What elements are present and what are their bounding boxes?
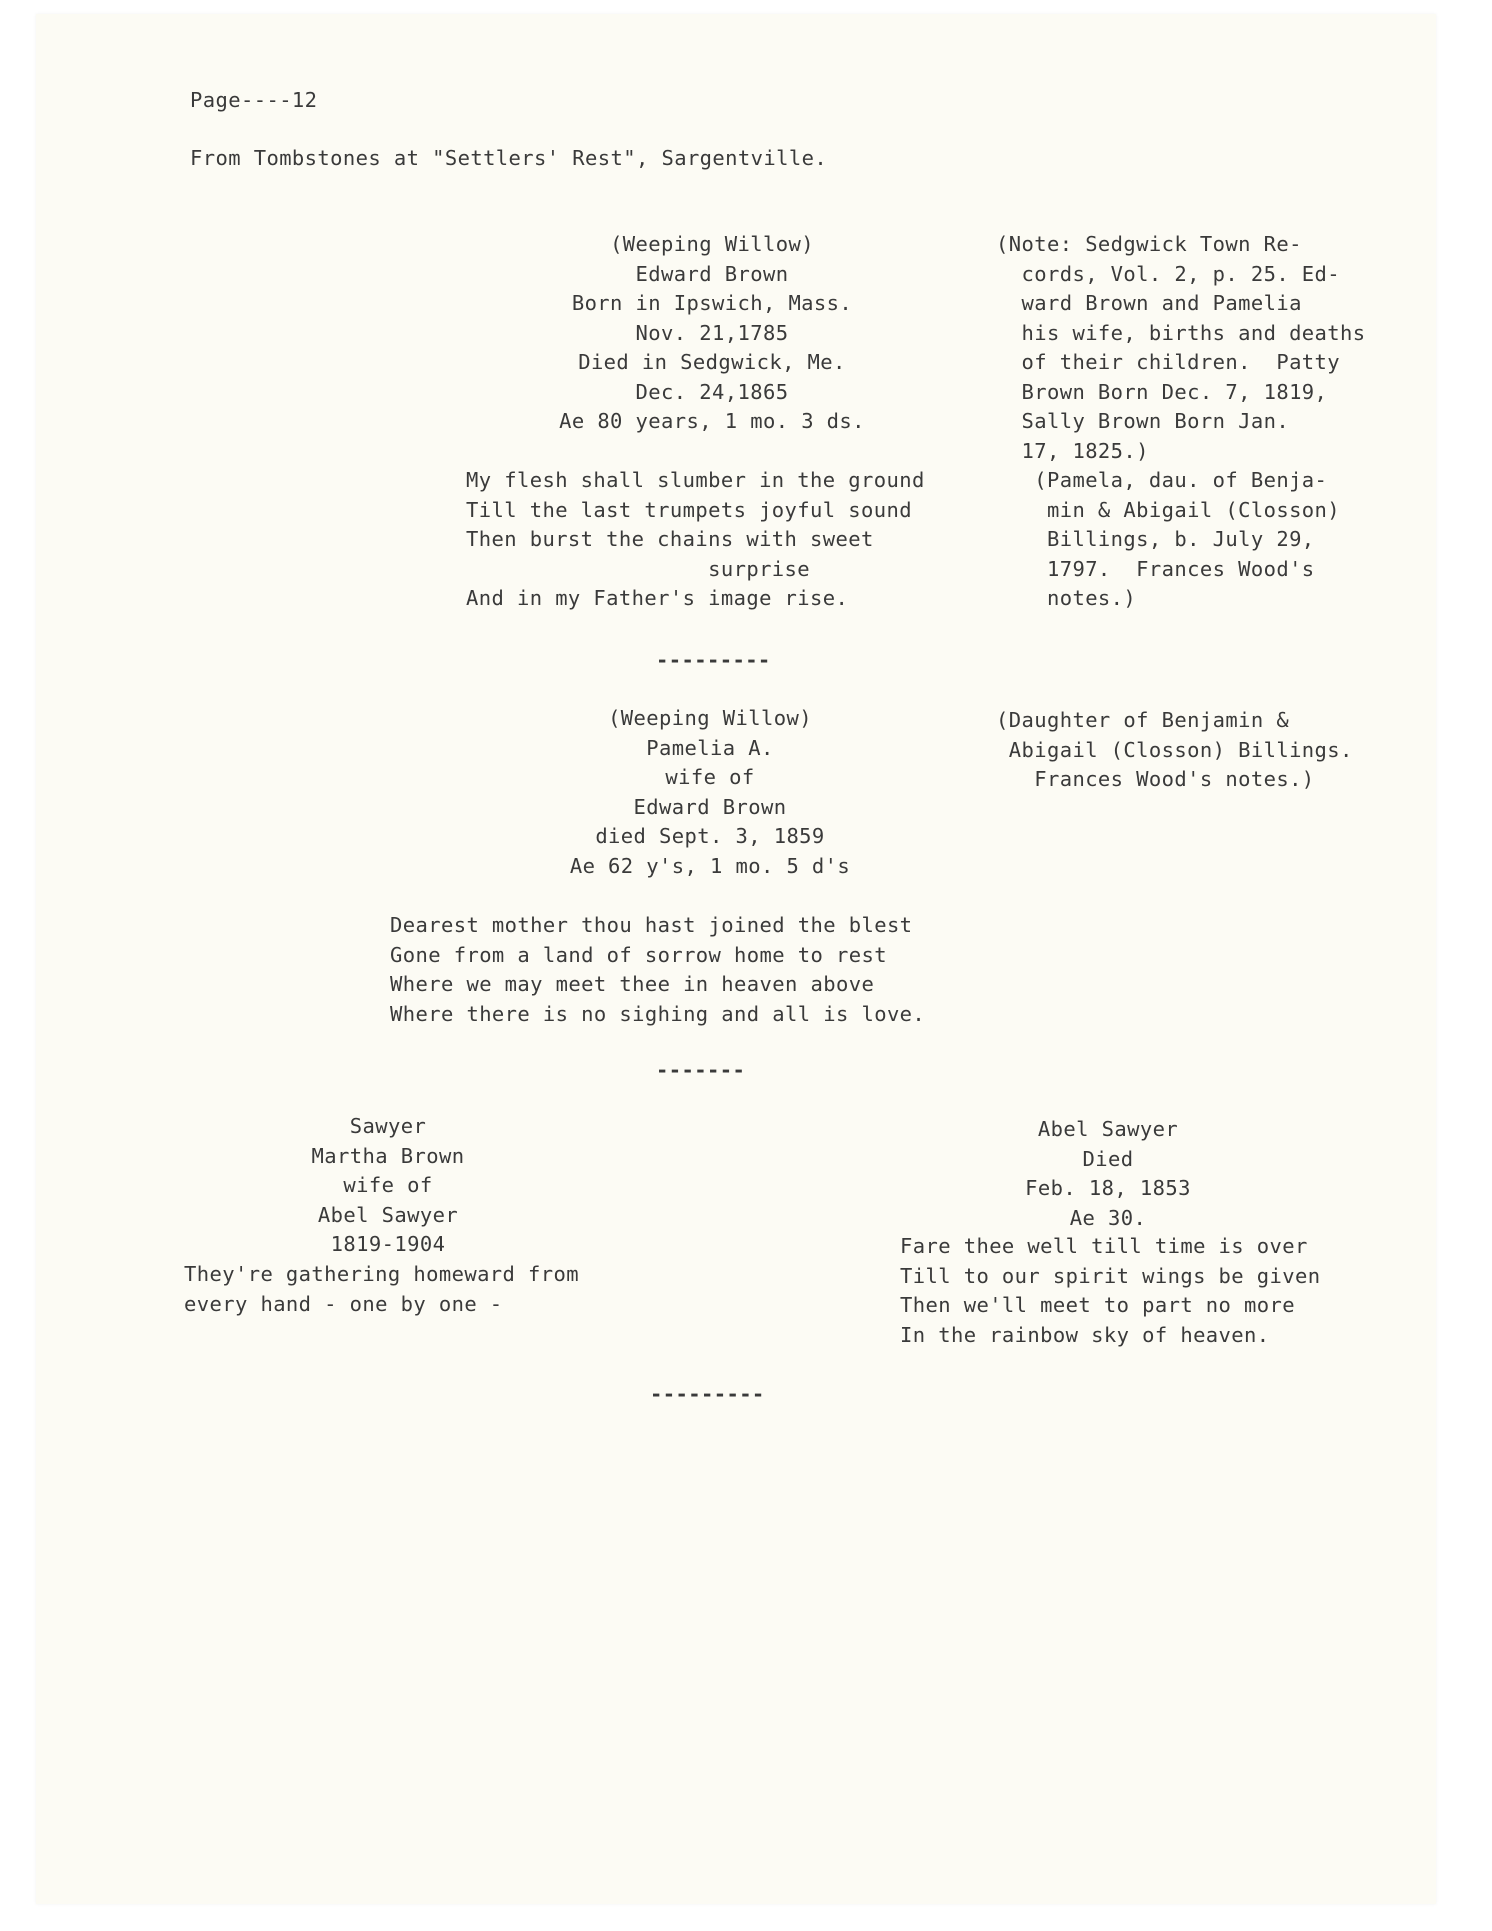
stone-line: died Sept. 3, 1859 [595,824,825,848]
note-line: Brown Born Dec. 7, 1819, [996,379,1328,404]
note-line: Billings, b. July 29, [996,527,1315,551]
stone-line: Ae 80 years, 1 mo. 3 ds. [559,409,865,433]
pamelia-note [996,706,1416,795]
verse-line: My flesh shall slumber in the ground [466,468,925,492]
stone-line: Died in Sedgwick, Me. [578,350,846,374]
separator-1: --------- [656,648,771,672]
stone-line: (Weeping Willow) [608,706,812,730]
note-line: (Daughter of Benjamin & [996,708,1290,732]
martha-sawyer-verse [184,1260,704,1319]
stone-line: Born in Ipswich, Mass. [571,291,853,315]
page-number: Page----12 [190,88,318,112]
stone-line: Sawyer [349,1114,427,1138]
stone-line: Feb. 18, 1853 [1025,1176,1191,1200]
verse-line: Then we'll meet to part no more [900,1293,1296,1317]
note-line: 1797. Frances Wood's [996,556,1315,581]
verse-line: Then burst the chains with sweet [466,527,874,551]
verse-line: Where there is no sighing and all is love. [390,1001,926,1026]
stone-line: Dec. 24,1865 [635,379,789,404]
note-line: min & Abigail (Closson) [996,497,1341,522]
stone-line: Abel Sawyer [317,1202,459,1227]
stone-line: Pamelia A. [646,735,774,760]
edward-brown-note [996,230,1416,614]
note-line: (Pamela, dau. of Benja- [996,468,1328,492]
note-line: Abigail (Closson) Billings. [996,737,1353,762]
page-subtitle: From Tombstones at "Settlers' Rest", Sargentville. [190,146,828,170]
note-line: Frances Wood's notes.) [996,767,1315,791]
note-line: ward Brown and Pamelia [996,291,1302,315]
stone-line: Abel Sawyer [1037,1117,1179,1141]
stone-line: Died [1082,1146,1134,1171]
separator-3: --------- [650,1382,765,1406]
verse-line: Fare thee well till time is over [900,1234,1308,1258]
note-line: cords, Vol. 2, p. 25. Ed- [996,261,1341,286]
note-line: notes.) [996,586,1137,610]
abel-sawyer-verse [900,1232,1440,1350]
pamelia-stone [500,704,920,881]
stone-line: Edward Brown [635,261,789,286]
edward-brown-stone [520,230,904,437]
verse-line: every hand - one by one - [184,1291,503,1316]
stone-line: Ae 62 y's, 1 mo. 5 d's [569,853,851,878]
note-line: of their children. Patty [996,350,1341,374]
verse-line: Till to our spirit wings be given [900,1263,1321,1288]
verse-line: They're gathering homeward from [184,1262,580,1286]
martha-sawyer-stone [258,1112,518,1260]
stone-line: wife of [343,1173,433,1197]
separator-2: ------- [656,1058,746,1082]
stone-line: Edward Brown [633,794,787,819]
stone-line: wife of [665,765,755,789]
verse-line: Till the last trumpets joyful sound [466,497,912,522]
pamelia-verse [390,911,1010,1029]
note-line: (Note: Sedgwick Town Re- [996,232,1302,256]
stone-line: Ae 30. [1069,1205,1147,1230]
verse-line: In the rainbow sky of heaven. [900,1322,1270,1347]
stone-line: 1819-1904 [330,1232,446,1256]
stone-line: Nov. 21,1785 [635,320,789,345]
note-line: his wife, births and deaths [996,320,1366,345]
verse-line: And in my Father's image rise. [466,586,849,610]
verse-line: Dearest mother thou hast joined the blest [390,913,913,937]
stone-line: Martha Brown [311,1143,465,1168]
abel-sawyer-stone [978,1115,1238,1233]
note-line: 17, 1825.) [996,438,1149,463]
verse-line: surprise [466,556,811,581]
note-line: Sally Brown Born Jan. [996,409,1290,433]
edward-brown-verse [466,466,1006,614]
verse-line: Gone from a land of sorrow home to rest [390,942,887,967]
stone-line: (Weeping Willow) [610,232,814,256]
verse-line: Where we may meet thee in heaven above [390,972,875,996]
